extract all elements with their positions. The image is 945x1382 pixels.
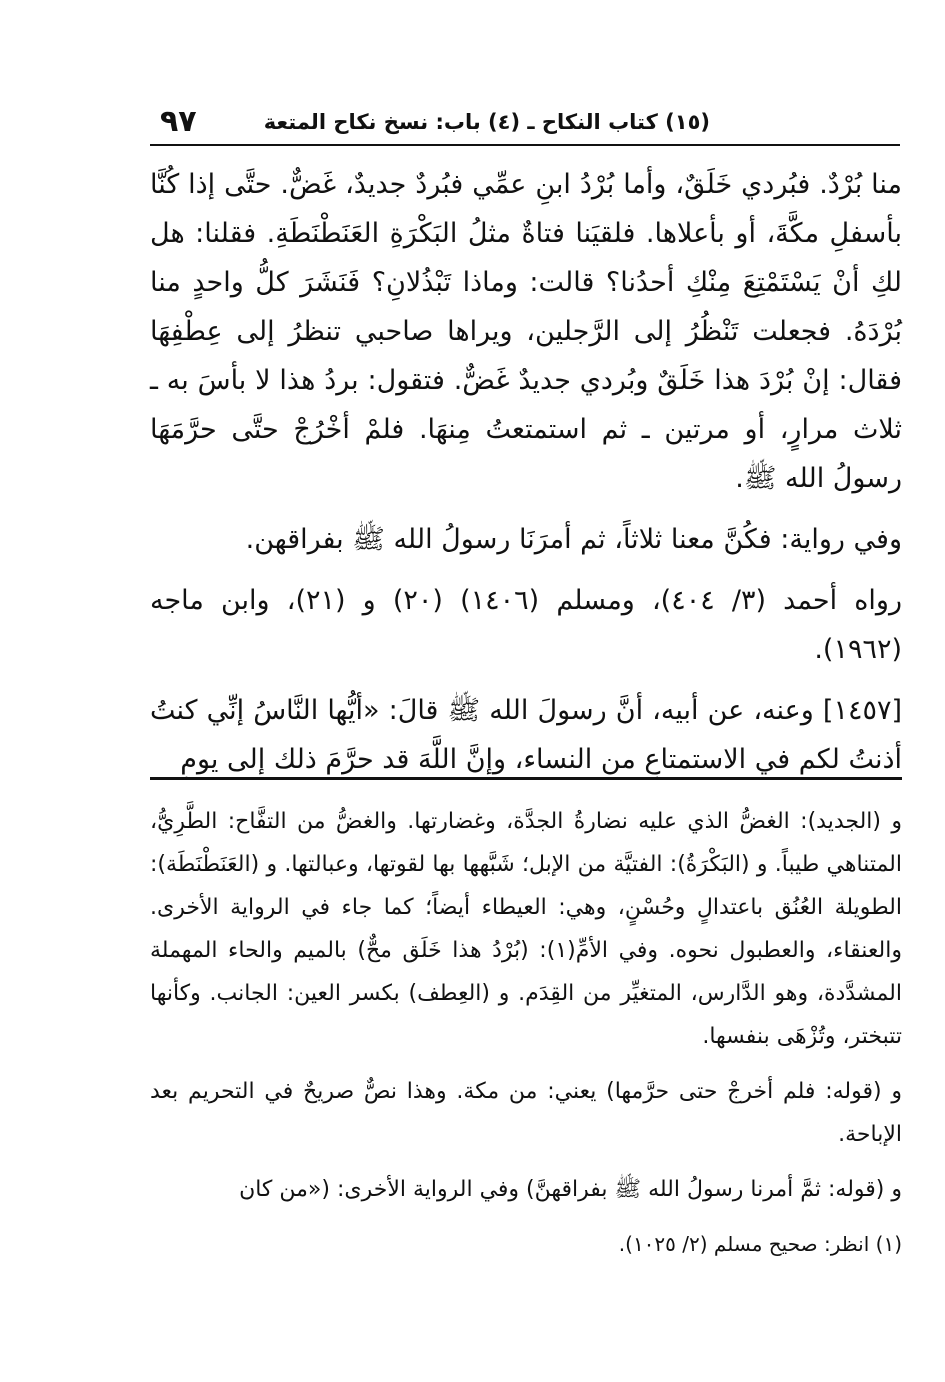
body-paragraph: [١٤٥٧] وعنه، عن أبيه، أنَّ رسولَ الله ﷺ قالَ: «أيُّها النَّاسُ إنِّي كنتُ أذنتُ لكم في الاستمتاعِ من النساء، وإنَّ اللَّهَ قد حرَّمَ ذلك إلى يومِ	[150, 695, 902, 775]
page-header	[150, 100, 900, 146]
notes-divider	[150, 777, 902, 780]
footnote: (١) انظر: صحيح مسلم (٢/ ١٠٢٥).	[618, 1232, 902, 1256]
body-paragraph: رواه أحمد (٣/ ٤٠٤)، ومسلم (١٤٠٦) (٢٠) و (٢١)، وابن ماجه (١٩٦٢).	[150, 585, 902, 665]
page-number: ٩٧	[160, 104, 197, 139]
main-text	[150, 160, 902, 796]
body-paragraph: وفي رواية: فكُنَّ معنا ثلاثاً، ثم أمرَنَا رسولُ الله ﷺ بفراقهن.	[245, 524, 902, 555]
body-paragraph: منا بُرْدٌ. فبُردي خَلَقٌ، وأما بُرْدُ ابنِ عمِّي فبُردٌ جديدٌ، غَضٌّ. حتَّى إذا كُنَّا بأسفلِ مكَّةَ، أو بأعلاها. فلقيَنا فتاةٌ مثلُ البَكْرَةِ العَنَطْنَطَةِ. فقلنا: هل لكِ أنْ يَسْتَمْتِعَ مِنْكِ أحدُنا؟ قالت: وماذا تَبْذُلانِ؟ فَنَشَرَ كلُّ واحدٍ منا بُرْدَهُ. فجعلت تَنْظُرُ إلى الرَّجلين، ويراها صاحبي تنظرُ إلى عِطْفِهَا فقال: إنْ بُرْدَ هذا خَلَقٌ وبُردي جديدٌ غَضٌّ. فتقول: بردُ هذا لا بأسَ به ـ ثلاث مرارٍ، أو مرتين ـ ثم استمتعتُ مِنهَا. فلمْ أخْرُجْ حتَّى حرَّمَهَا رسولُ الله ﷺ.	[150, 169, 902, 494]
note-paragraph: و (الجديد): الغضُّ الذي عليه نضارةُ الجدَّة، وغضارتها. والغضُّ من التفَّاح: الطَّرِيُّ، المتناهي طيباً. و (البَكْرَةُ): الفتيَّة من الإبل؛ شَبَّهها بها لقوتها، وعبالتها. و (العَنَطْنَطَة): الطويلة العُنُق باعتدالٍ وحُسْنٍ، وهي: العيطاء أيضاً؛ كما جاء في الرواية الأخرى. والعنقاء، والعطبول نحوه. وفي الأمِّ(١): (بُرْدُ هذا خَلَق محٌّ) بالميم والحاء المهملة المشدَّدة، وهو الدَّارس، المتغيِّر من القِدَم. و (العِطف) بكسر العين: الجانب. وكأنها تتبختر، وتُزْهَى بنفسها.	[150, 809, 902, 1049]
running-title: (١٥) كتاب النكاح ـ (٤) باب: نسخ نكاح المتعة	[263, 110, 710, 134]
note-paragraph: و (قوله: ثمَّ أمرنا رسولُ الله ﷺ بفراقهنَّ) وفي الرواية الأخرى: («من كان	[239, 1177, 902, 1202]
commentary-notes	[150, 800, 902, 1223]
note-paragraph: و (قوله: فلم أخرجْ حتى حرَّمها) يعني: من مكة. وهذا نصٌّ صريحٌ في التحريم بعد الإباحة.	[150, 1079, 902, 1147]
